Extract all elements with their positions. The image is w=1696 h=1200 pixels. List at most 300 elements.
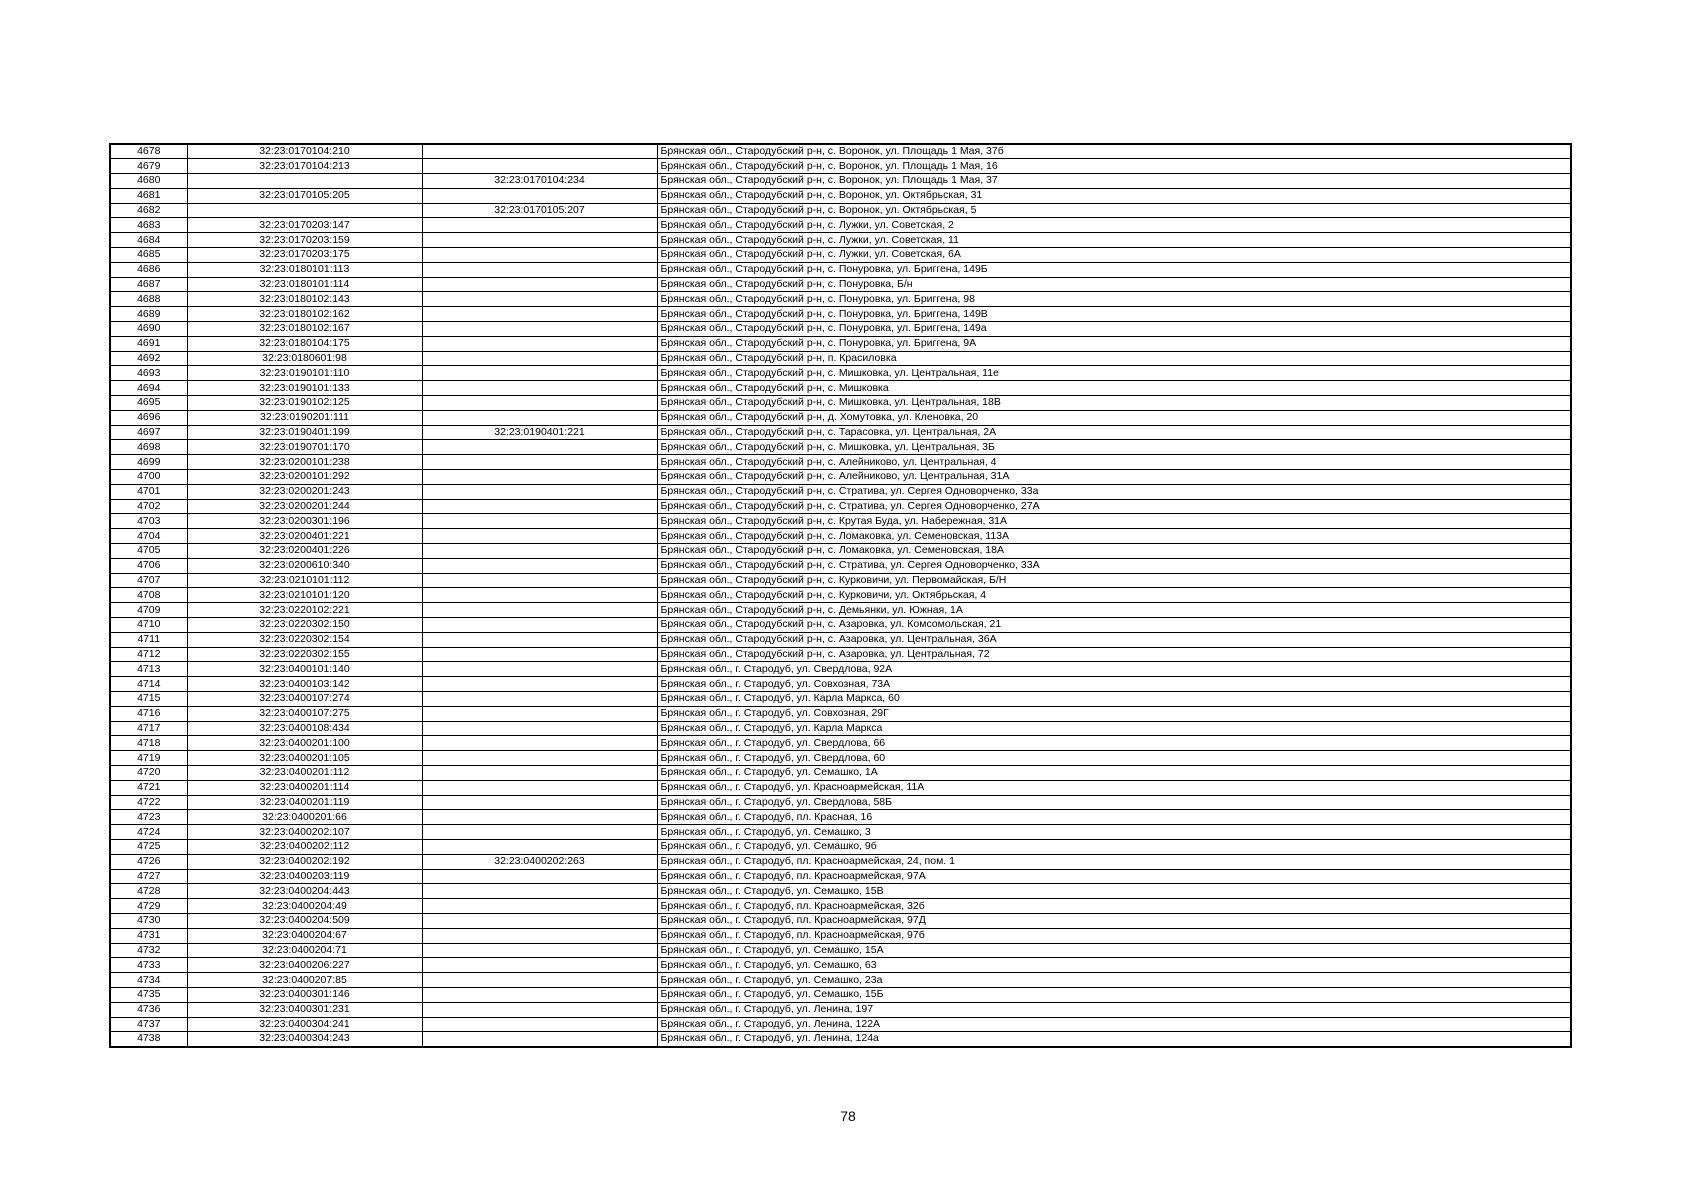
cadastral-number-cell: 32:23:0220302:155 bbox=[187, 647, 422, 662]
address-cell: Брянская обл., Стародубский р-н, с. Стратива, ул. Сергея Одноворченко, 27А bbox=[657, 499, 1571, 514]
secondary-cadastral-number-cell bbox=[422, 973, 657, 988]
address-cell: Брянская обл., г. Стародуб, пл. Красная, 16 bbox=[657, 810, 1571, 825]
table-row bbox=[110, 765, 1571, 780]
table-row bbox=[110, 913, 1571, 928]
secondary-cadastral-number-cell bbox=[422, 603, 657, 618]
cadastral-number-cell: 32:23:0400201:114 bbox=[187, 780, 422, 795]
address-cell: Брянская обл., г. Стародуб, ул. Семашко, 15В bbox=[657, 884, 1571, 899]
secondary-cadastral-number-cell bbox=[422, 396, 657, 411]
row-number-cell: 4731 bbox=[110, 928, 187, 943]
cadastral-number-cell: 32:23:0400304:243 bbox=[187, 1032, 422, 1047]
table-row bbox=[110, 322, 1571, 337]
address-cell: Брянская обл., Стародубский р-н, с. Стратива, ул. Сергея Одноворченко, 33а bbox=[657, 484, 1571, 499]
address-cell: Брянская обл., Стародубский р-н, с. Понуровка, ул. Бриггена, 9А bbox=[657, 336, 1571, 351]
row-number-cell: 4680 bbox=[110, 174, 187, 189]
address-cell: Брянская обл., Стародубский р-н, с. Стратива, ул. Сергея Одноворченко, 33А bbox=[657, 558, 1571, 573]
registry-table-body bbox=[110, 144, 1571, 1047]
secondary-cadastral-number-cell bbox=[422, 1017, 657, 1032]
secondary-cadastral-number-cell bbox=[422, 484, 657, 499]
cadastral-number-cell: 32:23:0200401:221 bbox=[187, 529, 422, 544]
address-cell: Брянская обл., Стародубский р-н, с. Демьянки, ул. Южная, 1А bbox=[657, 603, 1571, 618]
secondary-cadastral-number-cell bbox=[422, 336, 657, 351]
address-cell: Брянская обл., Стародубский р-н, с. Воронок, ул. Площадь 1 Мая, 37 bbox=[657, 174, 1571, 189]
row-number-cell: 4686 bbox=[110, 262, 187, 277]
table-row bbox=[110, 973, 1571, 988]
table-row bbox=[110, 410, 1571, 425]
row-number-cell: 4721 bbox=[110, 780, 187, 795]
address-cell: Брянская обл., Стародубский р-н, с. Лужки, ул. Советская, 6А bbox=[657, 248, 1571, 263]
secondary-cadastral-number-cell bbox=[422, 159, 657, 174]
address-cell: Брянская обл., г. Стародуб, ул. Семашко, 9б bbox=[657, 839, 1571, 854]
table-row bbox=[110, 381, 1571, 396]
row-number-cell: 4717 bbox=[110, 721, 187, 736]
address-cell: Брянская обл., Стародубский р-н, с. Азаровка, ул. Центральная, 72 bbox=[657, 647, 1571, 662]
row-number-cell: 4732 bbox=[110, 943, 187, 958]
row-number-cell: 4713 bbox=[110, 662, 187, 677]
secondary-cadastral-number-cell bbox=[422, 558, 657, 573]
row-number-cell: 4705 bbox=[110, 544, 187, 559]
cadastral-number-cell: 32:23:0400204:509 bbox=[187, 913, 422, 928]
row-number-cell: 4733 bbox=[110, 958, 187, 973]
address-cell: Брянская обл., г. Стародуб, ул. Свердлова, 66 bbox=[657, 736, 1571, 751]
row-number-cell: 4710 bbox=[110, 618, 187, 633]
cadastral-number-cell: 32:23:0190102:125 bbox=[187, 396, 422, 411]
address-cell: Брянская обл., Стародубский р-н, с. Понуровка, ул. Бриггена, 149а bbox=[657, 322, 1571, 337]
row-number-cell: 4702 bbox=[110, 499, 187, 514]
secondary-cadastral-number-cell bbox=[422, 958, 657, 973]
row-number-cell: 4687 bbox=[110, 277, 187, 292]
address-cell: Брянская обл., г. Стародуб, ул. Ленина, 124а bbox=[657, 1032, 1571, 1047]
table-row bbox=[110, 1017, 1571, 1032]
table-row bbox=[110, 721, 1571, 736]
cadastral-number-cell: 32:23:0170203:159 bbox=[187, 233, 422, 248]
row-number-cell: 4693 bbox=[110, 366, 187, 381]
table-row bbox=[110, 810, 1571, 825]
secondary-cadastral-number-cell: 32:23:0170104:234 bbox=[422, 174, 657, 189]
row-number-cell: 4716 bbox=[110, 706, 187, 721]
table-row bbox=[110, 691, 1571, 706]
row-number-cell: 4691 bbox=[110, 336, 187, 351]
cadastral-number-cell: 32:23:0400204:443 bbox=[187, 884, 422, 899]
table-row bbox=[110, 514, 1571, 529]
address-cell: Брянская обл., Стародубский р-н, с. Ломаковка, ул. Семеновская, 113А bbox=[657, 529, 1571, 544]
row-number-cell: 4737 bbox=[110, 1017, 187, 1032]
secondary-cadastral-number-cell bbox=[422, 440, 657, 455]
cadastral-number-cell: 32:23:0400201:66 bbox=[187, 810, 422, 825]
address-cell: Брянская обл., г. Стародуб, ул. Карла Маркса bbox=[657, 721, 1571, 736]
secondary-cadastral-number-cell bbox=[422, 292, 657, 307]
secondary-cadastral-number-cell bbox=[422, 470, 657, 485]
secondary-cadastral-number-cell bbox=[422, 544, 657, 559]
row-number-cell: 4720 bbox=[110, 765, 187, 780]
table-row bbox=[110, 277, 1571, 292]
secondary-cadastral-number-cell bbox=[422, 765, 657, 780]
secondary-cadastral-number-cell bbox=[422, 780, 657, 795]
table-row bbox=[110, 425, 1571, 440]
address-cell: Брянская обл., г. Стародуб, пл. Красноармейская, 97Д bbox=[657, 913, 1571, 928]
cadastral-number-cell: 32:23:0400202:192 bbox=[187, 854, 422, 869]
cadastral-number-cell: 32:23:0400301:146 bbox=[187, 987, 422, 1002]
cadastral-number-cell: 32:23:0170104:210 bbox=[187, 144, 422, 159]
row-number-cell: 4730 bbox=[110, 913, 187, 928]
table-row bbox=[110, 470, 1571, 485]
secondary-cadastral-number-cell bbox=[422, 144, 657, 159]
table-row bbox=[110, 958, 1571, 973]
table-row bbox=[110, 943, 1571, 958]
row-number-cell: 4712 bbox=[110, 647, 187, 662]
cadastral-number-cell: 32:23:0180102:167 bbox=[187, 322, 422, 337]
cadastral-number-cell: 32:23:0190101:110 bbox=[187, 366, 422, 381]
address-cell: Брянская обл., Стародубский р-н, с. Понуровка, Б/н bbox=[657, 277, 1571, 292]
row-number-cell: 4728 bbox=[110, 884, 187, 899]
cadastral-number-cell: 32:23:0190201:111 bbox=[187, 410, 422, 425]
secondary-cadastral-number-cell bbox=[422, 751, 657, 766]
address-cell: Брянская обл., Стародубский р-н, с. Лужки, ул. Советская, 2 bbox=[657, 218, 1571, 233]
address-cell: Брянская обл., г. Стародуб, ул. Свердлова, 58Б bbox=[657, 795, 1571, 810]
row-number-cell: 4694 bbox=[110, 381, 187, 396]
secondary-cadastral-number-cell bbox=[422, 721, 657, 736]
cadastral-number-cell: 32:23:0400101:140 bbox=[187, 662, 422, 677]
registry-sheet bbox=[109, 143, 1572, 1048]
table-row bbox=[110, 603, 1571, 618]
cadastral-number-cell: 32:23:0170105:205 bbox=[187, 188, 422, 203]
table-row bbox=[110, 233, 1571, 248]
address-cell: Брянская обл., Стародубский р-н, с. Азаровка, ул. Центральная, 36А bbox=[657, 632, 1571, 647]
row-number-cell: 4726 bbox=[110, 854, 187, 869]
table-row bbox=[110, 588, 1571, 603]
table-row bbox=[110, 780, 1571, 795]
table-row bbox=[110, 795, 1571, 810]
row-number-cell: 4703 bbox=[110, 514, 187, 529]
address-cell: Брянская обл., г. Стародуб, ул. Красноармейская, 11А bbox=[657, 780, 1571, 795]
cadastral-number-cell: 32:23:0200401:226 bbox=[187, 544, 422, 559]
secondary-cadastral-number-cell bbox=[422, 351, 657, 366]
cadastral-number-cell: 32:23:0200101:292 bbox=[187, 470, 422, 485]
row-number-cell: 4695 bbox=[110, 396, 187, 411]
secondary-cadastral-number-cell bbox=[422, 736, 657, 751]
address-cell: Брянская обл., Стародубский р-н, с. Мишковка bbox=[657, 381, 1571, 396]
row-number-cell: 4707 bbox=[110, 573, 187, 588]
secondary-cadastral-number-cell: 32:23:0400202:263 bbox=[422, 854, 657, 869]
secondary-cadastral-number-cell bbox=[422, 262, 657, 277]
table-row bbox=[110, 159, 1571, 174]
row-number-cell: 4738 bbox=[110, 1032, 187, 1047]
secondary-cadastral-number-cell bbox=[422, 499, 657, 514]
row-number-cell: 4724 bbox=[110, 825, 187, 840]
cadastral-number-cell: 32:23:0200201:243 bbox=[187, 484, 422, 499]
cadastral-number-cell: 32:23:0400207:85 bbox=[187, 973, 422, 988]
secondary-cadastral-number-cell bbox=[422, 706, 657, 721]
table-row bbox=[110, 647, 1571, 662]
table-row bbox=[110, 928, 1571, 943]
row-number-cell: 4696 bbox=[110, 410, 187, 425]
address-cell: Брянская обл., Стародубский р-н, с. Крутая Буда, ул. Набережная, 31А bbox=[657, 514, 1571, 529]
table-row bbox=[110, 396, 1571, 411]
row-number-cell: 4698 bbox=[110, 440, 187, 455]
address-cell: Брянская обл., г. Стародуб, ул. Ленина, 197 bbox=[657, 1002, 1571, 1017]
row-number-cell: 4682 bbox=[110, 203, 187, 218]
cadastral-number-cell: 32:23:0400202:112 bbox=[187, 839, 422, 854]
address-cell: Брянская обл., г. Стародуб, ул. Совхозная, 29Г bbox=[657, 706, 1571, 721]
cadastral-number-cell: 32:23:0190701:170 bbox=[187, 440, 422, 455]
address-cell: Брянская обл., г. Стародуб, ул. Семашко, 1А bbox=[657, 765, 1571, 780]
secondary-cadastral-number-cell bbox=[422, 277, 657, 292]
cadastral-number-cell: 32:23:0180102:162 bbox=[187, 307, 422, 322]
secondary-cadastral-number-cell bbox=[422, 573, 657, 588]
secondary-cadastral-number-cell bbox=[422, 691, 657, 706]
secondary-cadastral-number-cell bbox=[422, 233, 657, 248]
secondary-cadastral-number-cell bbox=[422, 588, 657, 603]
cadastral-number-cell: 32:23:0400201:119 bbox=[187, 795, 422, 810]
row-number-cell: 4684 bbox=[110, 233, 187, 248]
address-cell: Брянская обл., Стародубский р-н, с. Ломаковка, ул. Семеновская, 18А bbox=[657, 544, 1571, 559]
secondary-cadastral-number-cell bbox=[422, 455, 657, 470]
row-number-cell: 4729 bbox=[110, 899, 187, 914]
row-number-cell: 4678 bbox=[110, 144, 187, 159]
secondary-cadastral-number-cell bbox=[422, 943, 657, 958]
secondary-cadastral-number-cell bbox=[422, 839, 657, 854]
row-number-cell: 4701 bbox=[110, 484, 187, 499]
table-row bbox=[110, 544, 1571, 559]
address-cell: Брянская обл., Стародубский р-н, с. Курковичи, ул. Октябрьская, 4 bbox=[657, 588, 1571, 603]
address-cell: Брянская обл., Стародубский р-н, с. Понуровка, ул. Бриггена, 98 bbox=[657, 292, 1571, 307]
row-number-cell: 4699 bbox=[110, 455, 187, 470]
address-cell: Брянская обл., Стародубский р-н, с. Понуровка, ул. Бриггена, 149В bbox=[657, 307, 1571, 322]
table-row bbox=[110, 248, 1571, 263]
secondary-cadastral-number-cell bbox=[422, 928, 657, 943]
cadastral-number-cell: 32:23:0220102:221 bbox=[187, 603, 422, 618]
cadastral-number-cell: 32:23:0400204:71 bbox=[187, 943, 422, 958]
row-number-cell: 4718 bbox=[110, 736, 187, 751]
table-row bbox=[110, 188, 1571, 203]
cadastral-number-cell: 32:23:0180104:175 bbox=[187, 336, 422, 351]
address-cell: Брянская обл., г. Стародуб, ул. Семашко, 15Б bbox=[657, 987, 1571, 1002]
address-cell: Брянская обл., Стародубский р-н, с. Лужки, ул. Советская, 11 bbox=[657, 233, 1571, 248]
cadastral-number-cell: 32:23:0200101:238 bbox=[187, 455, 422, 470]
row-number-cell: 4708 bbox=[110, 588, 187, 603]
table-row bbox=[110, 987, 1571, 1002]
table-row bbox=[110, 677, 1571, 692]
registry-table bbox=[109, 143, 1572, 1048]
cadastral-number-cell: 32:23:0400206:227 bbox=[187, 958, 422, 973]
row-number-cell: 4704 bbox=[110, 529, 187, 544]
table-row bbox=[110, 455, 1571, 470]
address-cell: Брянская обл., г. Стародуб, ул. Семашко, 63 bbox=[657, 958, 1571, 973]
cadastral-number-cell: 32:23:0400202:107 bbox=[187, 825, 422, 840]
secondary-cadastral-number-cell bbox=[422, 307, 657, 322]
address-cell: Брянская обл., Стародубский р-н, с. Мишковка, ул. Центральная, 11е bbox=[657, 366, 1571, 381]
table-row bbox=[110, 351, 1571, 366]
table-row bbox=[110, 662, 1571, 677]
table-row bbox=[110, 440, 1571, 455]
cadastral-number-cell: 32:23:0400203:119 bbox=[187, 869, 422, 884]
cadastral-number-cell: 32:23:0400304:241 bbox=[187, 1017, 422, 1032]
cadastral-number-cell: 32:23:0200610:340 bbox=[187, 558, 422, 573]
table-row bbox=[110, 736, 1571, 751]
address-cell: Брянская обл., Стародубский р-н, п. Красиловка bbox=[657, 351, 1571, 366]
address-cell: Брянская обл., Стародубский р-н, с. Азаровка, ул. Комсомольская, 21 bbox=[657, 618, 1571, 633]
table-row bbox=[110, 706, 1571, 721]
cadastral-number-cell: 32:23:0400108:434 bbox=[187, 721, 422, 736]
row-number-cell: 4711 bbox=[110, 632, 187, 647]
row-number-cell: 4735 bbox=[110, 987, 187, 1002]
row-number-cell: 4688 bbox=[110, 292, 187, 307]
row-number-cell: 4700 bbox=[110, 470, 187, 485]
table-row bbox=[110, 573, 1571, 588]
cadastral-number-cell: 32:23:0400204:49 bbox=[187, 899, 422, 914]
secondary-cadastral-number-cell bbox=[422, 218, 657, 233]
cadastral-number-cell: 32:23:0200301:196 bbox=[187, 514, 422, 529]
table-row bbox=[110, 218, 1571, 233]
secondary-cadastral-number-cell bbox=[422, 810, 657, 825]
secondary-cadastral-number-cell bbox=[422, 987, 657, 1002]
cadastral-number-cell: 32:23:0400107:274 bbox=[187, 691, 422, 706]
address-cell: Брянская обл., Стародубский р-н, с. Понуровка, ул. Бриггена, 149Б bbox=[657, 262, 1571, 277]
cadastral-number-cell: 32:23:0400201:112 bbox=[187, 765, 422, 780]
cadastral-number-cell: 32:23:0180601:98 bbox=[187, 351, 422, 366]
address-cell: Брянская обл., г. Стародуб, пл. Красноармейская, 97А bbox=[657, 869, 1571, 884]
cadastral-number-cell: 32:23:0400107:275 bbox=[187, 706, 422, 721]
cadastral-number-cell: 32:23:0180102:143 bbox=[187, 292, 422, 307]
table-row bbox=[110, 1002, 1571, 1017]
address-cell: Брянская обл., Стародубский р-н, с. Воронок, ул. Площадь 1 Мая, 16 bbox=[657, 159, 1571, 174]
address-cell: Брянская обл., Стародубский р-н, с. Воронок, ул. Октябрьская, 5 bbox=[657, 203, 1571, 218]
secondary-cadastral-number-cell bbox=[422, 410, 657, 425]
row-number-cell: 4715 bbox=[110, 691, 187, 706]
secondary-cadastral-number-cell bbox=[422, 647, 657, 662]
address-cell: Брянская обл., г. Стародуб, ул. Семашко, 15А bbox=[657, 943, 1571, 958]
secondary-cadastral-number-cell bbox=[422, 381, 657, 396]
cadastral-number-cell bbox=[187, 174, 422, 189]
row-number-cell: 4736 bbox=[110, 1002, 187, 1017]
secondary-cadastral-number-cell bbox=[422, 825, 657, 840]
address-cell: Брянская обл., г. Стародуб, ул. Карла Маркса, 60 bbox=[657, 691, 1571, 706]
secondary-cadastral-number-cell bbox=[422, 677, 657, 692]
row-number-cell: 4725 bbox=[110, 839, 187, 854]
table-row bbox=[110, 174, 1571, 189]
address-cell: Брянская обл., Стародубский р-н, с. Мишковка, ул. Центральная, 3Б bbox=[657, 440, 1571, 455]
address-cell: Брянская обл., г. Стародуб, пл. Красноармейская, 24, пом. 1 bbox=[657, 854, 1571, 869]
address-cell: Брянская обл., Стародубский р-н, д. Хомутовка, ул. Кленовка, 20 bbox=[657, 410, 1571, 425]
secondary-cadastral-number-cell bbox=[422, 322, 657, 337]
cadastral-number-cell: 32:23:0220302:150 bbox=[187, 618, 422, 633]
table-row bbox=[110, 869, 1571, 884]
row-number-cell: 4714 bbox=[110, 677, 187, 692]
table-row bbox=[110, 307, 1571, 322]
table-row bbox=[110, 499, 1571, 514]
cadastral-number-cell: 32:23:0400204:67 bbox=[187, 928, 422, 943]
secondary-cadastral-number-cell bbox=[422, 662, 657, 677]
row-number-cell: 4692 bbox=[110, 351, 187, 366]
row-number-cell: 4722 bbox=[110, 795, 187, 810]
row-number-cell: 4681 bbox=[110, 188, 187, 203]
row-number-cell: 4723 bbox=[110, 810, 187, 825]
secondary-cadastral-number-cell bbox=[422, 884, 657, 899]
address-cell: Брянская обл., Стародубский р-н, с. Алейниково, ул. Центральная, 4 bbox=[657, 455, 1571, 470]
address-cell: Брянская обл., г. Стародуб, ул. Семашко, 3 bbox=[657, 825, 1571, 840]
table-row bbox=[110, 484, 1571, 499]
row-number-cell: 4734 bbox=[110, 973, 187, 988]
secondary-cadastral-number-cell bbox=[422, 529, 657, 544]
cadastral-number-cell: 32:23:0170203:147 bbox=[187, 218, 422, 233]
table-row bbox=[110, 884, 1571, 899]
row-number-cell: 4690 bbox=[110, 322, 187, 337]
row-number-cell: 4679 bbox=[110, 159, 187, 174]
cadastral-number-cell: 32:23:0180101:113 bbox=[187, 262, 422, 277]
address-cell: Брянская обл., Стародубский р-н, с. Курковичи, ул. Первомайская, Б/Н bbox=[657, 573, 1571, 588]
table-row bbox=[110, 899, 1571, 914]
secondary-cadastral-number-cell bbox=[422, 632, 657, 647]
address-cell: Брянская обл., г. Стародуб, пл. Красноармейская, 32б bbox=[657, 899, 1571, 914]
cadastral-number-cell: 32:23:0180101:114 bbox=[187, 277, 422, 292]
page-number: 78 bbox=[840, 1108, 856, 1124]
secondary-cadastral-number-cell bbox=[422, 913, 657, 928]
address-cell: Брянская обл., г. Стародуб, ул. Семашко, 23а bbox=[657, 973, 1571, 988]
table-row bbox=[110, 366, 1571, 381]
cadastral-number-cell: 32:23:0400201:100 bbox=[187, 736, 422, 751]
table-row bbox=[110, 203, 1571, 218]
row-number-cell: 4727 bbox=[110, 869, 187, 884]
table-row bbox=[110, 558, 1571, 573]
table-row bbox=[110, 336, 1571, 351]
secondary-cadastral-number-cell bbox=[422, 366, 657, 381]
row-number-cell: 4685 bbox=[110, 248, 187, 263]
address-cell: Брянская обл., Стародубский р-н, с. Мишковка, ул. Центральная, 18В bbox=[657, 396, 1571, 411]
table-row bbox=[110, 839, 1571, 854]
table-row bbox=[110, 1032, 1571, 1047]
secondary-cadastral-number-cell bbox=[422, 899, 657, 914]
address-cell: Брянская обл., г. Стародуб, пл. Красноармейская, 97б bbox=[657, 928, 1571, 943]
table-row bbox=[110, 618, 1571, 633]
address-cell: Брянская обл., г. Стародуб, ул. Совхозная, 73А bbox=[657, 677, 1571, 692]
secondary-cadastral-number-cell bbox=[422, 514, 657, 529]
cadastral-number-cell: 32:23:0400201:105 bbox=[187, 751, 422, 766]
table-row bbox=[110, 854, 1571, 869]
address-cell: Брянская обл., г. Стародуб, ул. Свердлова, 92А bbox=[657, 662, 1571, 677]
table-row bbox=[110, 632, 1571, 647]
cadastral-number-cell: 32:23:0170104:213 bbox=[187, 159, 422, 174]
address-cell: Брянская обл., г. Стародуб, ул. Ленина, 122А bbox=[657, 1017, 1571, 1032]
row-number-cell: 4689 bbox=[110, 307, 187, 322]
secondary-cadastral-number-cell: 32:23:0170105:207 bbox=[422, 203, 657, 218]
address-cell: Брянская обл., Стародубский р-н, с. Воронок, ул. Октябрьская, 31 bbox=[657, 188, 1571, 203]
table-row bbox=[110, 825, 1571, 840]
secondary-cadastral-number-cell bbox=[422, 795, 657, 810]
address-cell: Брянская обл., г. Стародуб, ул. Свердлова, 60 bbox=[657, 751, 1571, 766]
secondary-cadastral-number-cell bbox=[422, 1002, 657, 1017]
row-number-cell: 4683 bbox=[110, 218, 187, 233]
cadastral-number-cell: 32:23:0190401:199 bbox=[187, 425, 422, 440]
cadastral-number-cell: 32:23:0190101:133 bbox=[187, 381, 422, 396]
cadastral-number-cell: 32:23:0200201:244 bbox=[187, 499, 422, 514]
row-number-cell: 4709 bbox=[110, 603, 187, 618]
address-cell: Брянская обл., Стародубский р-н, с. Воронок, ул. Площадь 1 Мая, 37б bbox=[657, 144, 1571, 159]
cadastral-number-cell: 32:23:0170203:175 bbox=[187, 248, 422, 263]
table-row bbox=[110, 751, 1571, 766]
table-row bbox=[110, 529, 1571, 544]
secondary-cadastral-number-cell bbox=[422, 188, 657, 203]
table-row bbox=[110, 144, 1571, 159]
cadastral-number-cell bbox=[187, 203, 422, 218]
table-row bbox=[110, 292, 1571, 307]
cadastral-number-cell: 32:23:0210101:112 bbox=[187, 573, 422, 588]
row-number-cell: 4719 bbox=[110, 751, 187, 766]
row-number-cell: 4706 bbox=[110, 558, 187, 573]
cadastral-number-cell: 32:23:0220302:154 bbox=[187, 632, 422, 647]
address-cell: Брянская обл., Стародубский р-н, с. Тарасовка, ул. Центральная, 2А bbox=[657, 425, 1571, 440]
cadastral-number-cell: 32:23:0210101:120 bbox=[187, 588, 422, 603]
cadastral-number-cell: 32:23:0400103:142 bbox=[187, 677, 422, 692]
